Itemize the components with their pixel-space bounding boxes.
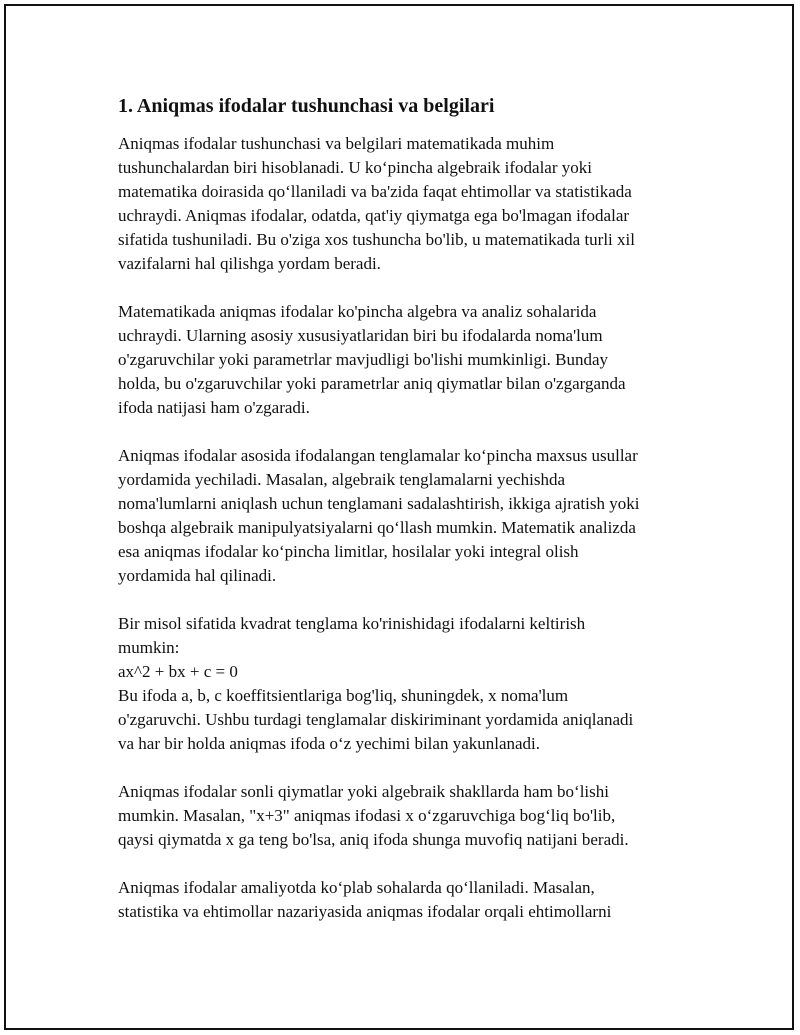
text-line: ifoda natijasi ham o'zgaradi.: [118, 398, 310, 417]
paragraph-2: [118, 300, 698, 420]
text-line: esa aniqmas ifodalar ko‘pincha limitlar, hosilalar yoki integral olish: [118, 542, 579, 561]
document-body: [118, 92, 698, 948]
text-line: qaysi qiymatda x ga teng bo'lsa, aniq ifoda shunga muvofiq natijani beradi.: [118, 830, 629, 849]
paragraph-4: [118, 612, 698, 756]
text-line: boshqa algebraik manipulyatsiyalarni qo‘llash mumkin. Matematik analizda: [118, 518, 636, 537]
text-line: mumkin. Masalan, "x+3" aniqmas ifodasi x o‘zgaruvchiga bog‘liq bo'lib,: [118, 806, 616, 825]
text-line: Matematikada aniqmas ifodalar ko'pincha algebra va analiz sohalarida: [118, 302, 597, 321]
text-line: Aniqmas ifodalar sonli qiymatlar yoki algebraik shakllarda ham bo‘lishi: [118, 782, 609, 801]
text-line: uchraydi. Aniqmas ifodalar, odatda, qat'iy qiymatga ega bo'lmagan ifodalar: [118, 206, 630, 225]
text-line: Bir misol sifatida kvadrat tenglama ko'rinishidagi ifodalarni keltirish: [118, 614, 586, 633]
text-line: Aniqmas ifodalar asosida ifodalangan tenglamalar ko‘pincha maxsus usullar: [118, 446, 638, 465]
text-line: tushunchalardan biri hisoblanadi. U ko‘pincha algebraik ifodalar yoki: [118, 158, 592, 177]
text-line: vazifalarni hal qilishga yordam beradi.: [118, 254, 381, 273]
text-line: o'zgaruvchilar yoki parametrlar mavjudligi bo'lishi mumkinligi. Bunday: [118, 350, 609, 369]
text-line: mumkin:: [118, 638, 180, 657]
text-line: va har bir holda aniqmas ifoda o‘z yechimi bilan yakunlanadi.: [118, 734, 541, 753]
text-line: yordamida hal qilinadi.: [118, 566, 277, 585]
section-heading: 1. Aniqmas ifodalar tushunchasi va belgilari: [118, 95, 495, 117]
text-line: Aniqmas ifodalar tushunchasi va belgilari matematikada muhim: [118, 134, 555, 153]
text-line: matematika doirasida qo‘llaniladi va ba'zida faqat ehtimollar va statistikada: [118, 182, 632, 201]
text-line: Bu ifoda a, b, c koeffitsientlariga bog'liq, shuningdek, x noma'lum: [118, 686, 569, 705]
paragraph-6: [118, 876, 698, 924]
paragraph-1: [118, 132, 698, 276]
text-line: noma'lumlarni aniqlash uchun tenglamani sadalashtirish, ikkiga ajratish yoki: [118, 494, 640, 513]
text-line: o'zgaruvchi. Ushbu turdagi tenglamalar diskiriminant yordamida aniqlanadi: [118, 710, 634, 729]
paragraph-5: [118, 780, 698, 852]
text-line: sifatida tushuniladi. Bu o'ziga xos tushuncha bo'lib, u matematikada turli xil: [118, 230, 635, 249]
text-line: uchraydi. Ularning asosiy xususiyatlaridan biri bu ifodalarda noma'lum: [118, 326, 603, 345]
paragraph-3: [118, 444, 698, 588]
text-line: Aniqmas ifodalar amaliyotda ko‘plab sohalarda qo‘llaniladi. Masalan,: [118, 878, 595, 897]
text-line: holda, bu o'zgaruvchilar yoki parametrlar aniq qiymatlar bilan o'zgarganda: [118, 374, 626, 393]
text-line: yordamida yechiladi. Masalan, algebraik tenglamalarni yechishda: [118, 470, 566, 489]
equation-line: ax^2 + bx + c = 0: [118, 662, 238, 681]
text-line: statistika va ehtimollar nazariyasida aniqmas ifodalar orqali ehtimollarni: [118, 902, 612, 921]
